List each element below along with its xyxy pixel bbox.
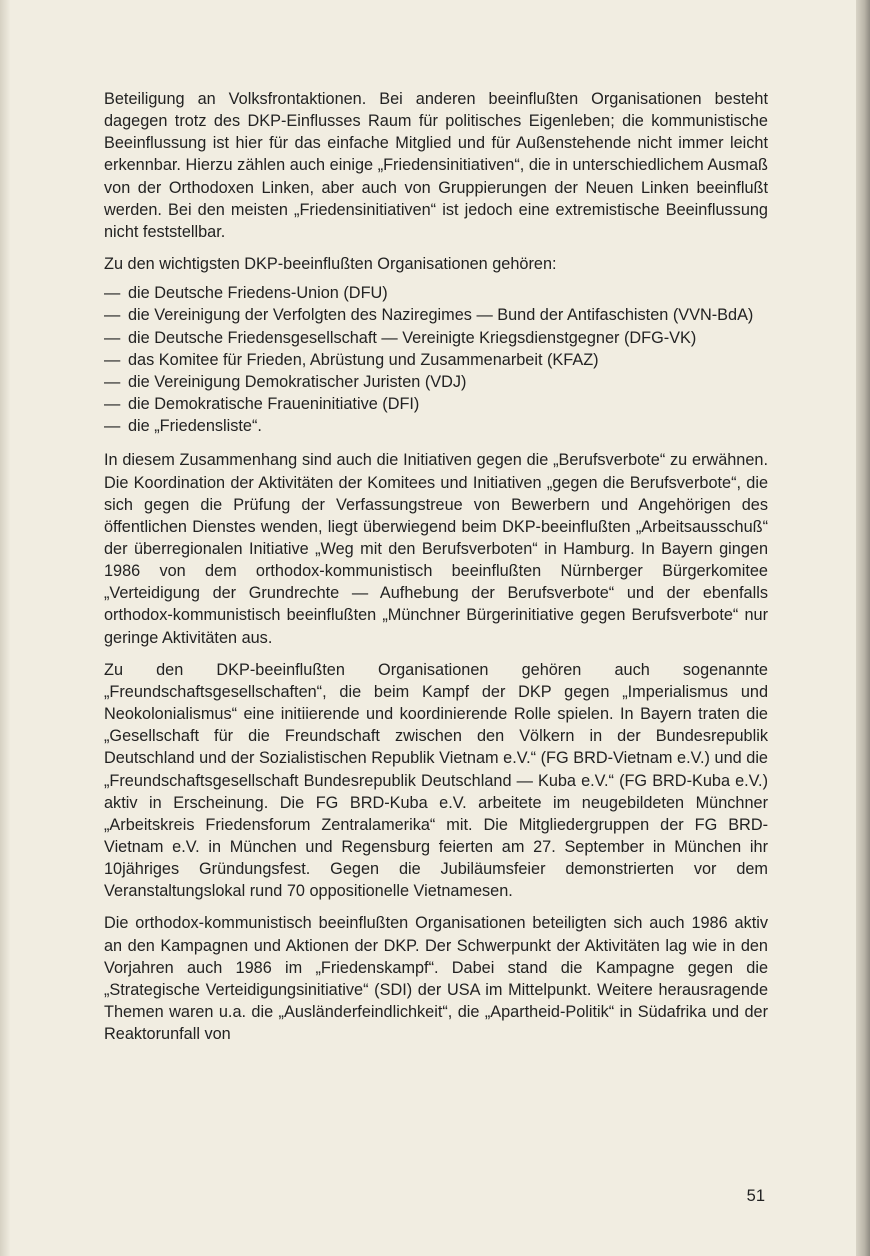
list-dash: — — [104, 306, 121, 325]
list-item — [104, 415, 768, 437]
page-number: 51 — [746, 1187, 765, 1205]
list-dash: — — [104, 395, 121, 414]
list-item — [104, 282, 768, 304]
page-left-edge — [0, 0, 10, 1256]
list-dash: — — [104, 372, 121, 391]
list-item — [104, 371, 768, 393]
list-item — [104, 304, 768, 326]
page-right-edge — [856, 0, 870, 1256]
list-item — [104, 327, 768, 349]
paragraph-kampagnen: Die orthodox-kommunistisch beeinflußten Organisationen beteiligten sich auch 1986 aktiv an den Kampagnen und Aktionen der DKP. Der Schwerpunkt der Aktivitäten lag wie in den Vorjahren auch 1986 im „Friedenskampf“. Dabei stand die Kampagne gegen die „Strategische Verteidigungsinitiative“ (SDI) der USA im Mittelpunkt. Weitere herausragende Themen waren u.a. die „Ausländerfeindlichkeit“, die „Apartheid-Politik“ in Südafrika und der Reaktorunfall von — [104, 914, 768, 1044]
body-text — [104, 88, 768, 1055]
list-dash: — — [104, 417, 121, 436]
list-item-text: die Vereinigung der Verfolgten des Naziregimes — Bund der Antifaschisten (VVN-BdA) — [128, 306, 754, 325]
paragraph-freundschaftsgesellschaften: Zu den DKP-beeinflußten Organisationen gehören auch sogenannte „Freundschaftsgesellschaften“, die beim Kampf der DKP gegen „Imperialismus und Neokolonialismus“ eine initiierende und koordinierende Rolle spielen. In Bayern traten die „Gesellschaft für die Freundschaft zwischen den Völkern in der Bundesrepublik Deutschland und der Sozialistischen Republik Vietnam e.V.“ (FG BRD-Vietnam e.V.) und die „Freundschaftsgesellschaft Bundesrepublik Deutschland — Kuba e.V.“ (FG BRD-Kuba e.V.) aktiv in Erscheinung. Die FG BRD-Kuba e.V. arbeitete im neugebildeten Münchner „Arbeitskreis Friedensforum Zentralamerika“ mit. Die Mitgliedergruppen der FG BRD-Vietnam e.V. in München und Regensburg feierten am 27. September in München ihr 10jähriges Gründungsfest. Gegen die Jubiläumsfeier demonstrierten vor dem Veranstaltungslokal rund 70 oppositionelle Vietnamesen. — [104, 660, 768, 901]
paragraph-list-intro: Zu den wichtigsten DKP-beeinflußten Organisationen gehören: — [104, 255, 557, 274]
list-dash: — — [104, 350, 121, 369]
paragraph-berufsverbote: In diesem Zusammenhang sind auch die Initiativen gegen die „Berufsverbote“ zu erwähnen. Die Koordination der Aktivitäten der Komitees und Initiativen „gegen die Berufsverbote“, die sich gegen die Prüfung der Verfassungstreue von Bewerbern und Angehörigen des öffentlichen Dienstes wenden, liegt überwiegend beim DKP-beeinflußten „Arbeitsausschuß“ der überregionalen Initiative „Weg mit den Berufsverboten“ in Hamburg. In Bayern gingen 1986 von dem orthodox-kommunistisch beeinflußten Nürnberger Bürgerkomitee „Verteidigung der Grundrechte — Aufhebung der Berufsverbote“ und der ebenfalls orthodox-kommunistisch beeinflußten „Münchner Bürgerinitiative gegen Berufsverbote“ nur geringe Aktivitäten aus. — [104, 451, 768, 647]
list-item-text: die Demokratische Fraueninitiative (DFI) — [128, 395, 420, 414]
list-item-text: das Komitee für Frieden, Abrüstung und Zusammenarbeit (KFAZ) — [128, 350, 599, 369]
list-item-text: die Vereinigung Demokratischer Juristen (VDJ) — [128, 372, 467, 391]
list-dash: — — [104, 328, 121, 347]
list-item — [104, 349, 768, 371]
organization-list — [104, 282, 768, 437]
list-dash: — — [104, 284, 121, 303]
list-item-text: die Deutsche Friedens-Union (DFU) — [128, 284, 388, 303]
list-item-text: die Deutsche Friedensgesellschaft — Vereinigte Kriegsdienstgegner (DFG-VK) — [128, 328, 697, 347]
list-item-text: die „Friedensliste“. — [128, 417, 262, 436]
list-item — [104, 393, 768, 415]
paragraph-friedensinitiativen: Beteiligung an Volksfrontaktionen. Bei anderen beeinflußten Organisationen besteht dagegen trotz des DKP-Einflusses Raum für politisches Eigenleben; die kommunistische Beeinflussung ist hier für das einfache Mitglied und für Außenstehende nicht immer leicht erkennbar. Hierzu zählen auch einige „Friedensinitiativen“, die in unterschiedlichem Ausmaß von der Orthodoxen Linken, aber auch von Gruppierungen der Neuen Linken beeinflußt werden. Bei den meisten „Friedensinitiativen“ ist jedoch eine extremistische Beeinflussung nicht feststellbar. — [104, 90, 768, 241]
